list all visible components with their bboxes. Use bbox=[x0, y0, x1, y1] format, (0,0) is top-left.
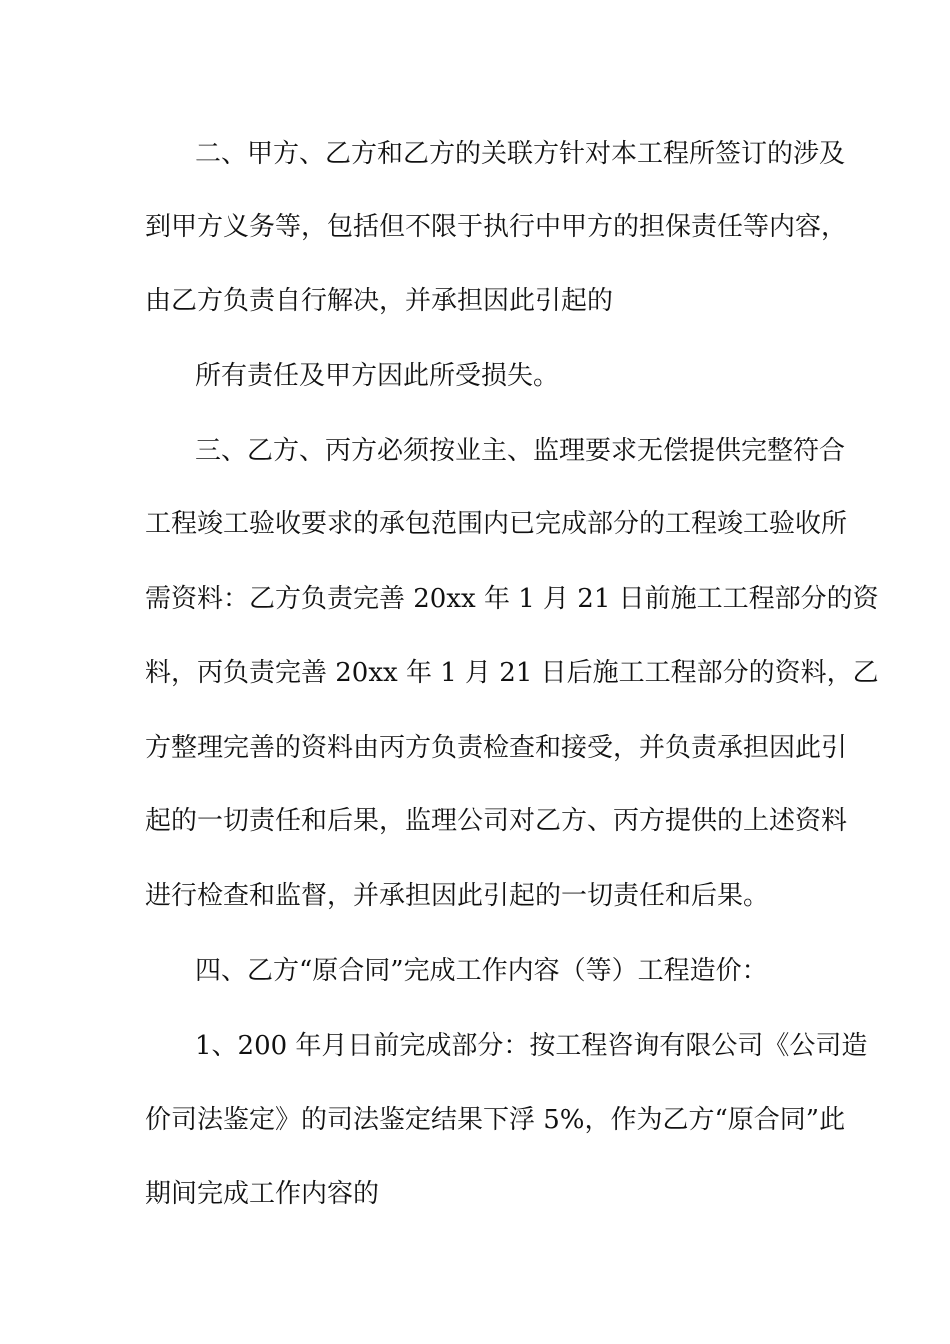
paragraph-2-continuation: 所有责任及甲方因此所受损失。 bbox=[195, 361, 560, 391]
item-1-line-1: 1、200 年月日前完成部分：按工程咨询有限公司《公司造 bbox=[195, 1031, 868, 1061]
paragraph-2-line-1: 二、甲方、乙方和乙方的关联方针对本工程所签订的涉及 bbox=[195, 139, 846, 169]
paragraph-3-line-2: 工程竣工验收要求的承包范围内已完成部分的工程竣工验收所 bbox=[145, 509, 848, 539]
paragraph-2-line-3: 由乙方负责自行解决，并承担因此引起的 bbox=[145, 286, 614, 316]
paragraph-3-line-3: 需资料：乙方负责完善 20xx 年 1 月 21 日前施工工程部分的资 bbox=[145, 584, 879, 614]
paragraph-3-line-5: 方整理完善的资料由丙方负责检查和接受，并负责承担因此引 bbox=[145, 733, 848, 763]
paragraph-2-line-2: 到甲方义务等，包括但不限于执行中甲方的担保责任等内容， bbox=[145, 212, 848, 242]
item-1-line-2: 价司法鉴定》的司法鉴定结果下浮 5%，作为乙方“原合同”此 bbox=[145, 1105, 846, 1135]
paragraph-3-line-7: 进行检查和监督，并承担因此引起的一切责任和后果。 bbox=[145, 881, 770, 911]
item-1-line-3: 期间完成工作内容的 bbox=[145, 1179, 380, 1209]
paragraph-3-line-6: 起的一切责任和后果，监理公司对乙方、丙方提供的上述资料 bbox=[145, 806, 848, 836]
paragraph-3-line-1: 三、乙方、丙方必须按业主、监理要求无偿提供完整符合 bbox=[195, 436, 846, 466]
paragraph-3-line-4: 料，丙负责完善 20xx 年 1 月 21 日后施工工程部分的资料，乙 bbox=[145, 658, 879, 688]
paragraph-4-heading: 四、乙方“原合同”完成工作内容（等）工程造价： bbox=[195, 956, 768, 986]
